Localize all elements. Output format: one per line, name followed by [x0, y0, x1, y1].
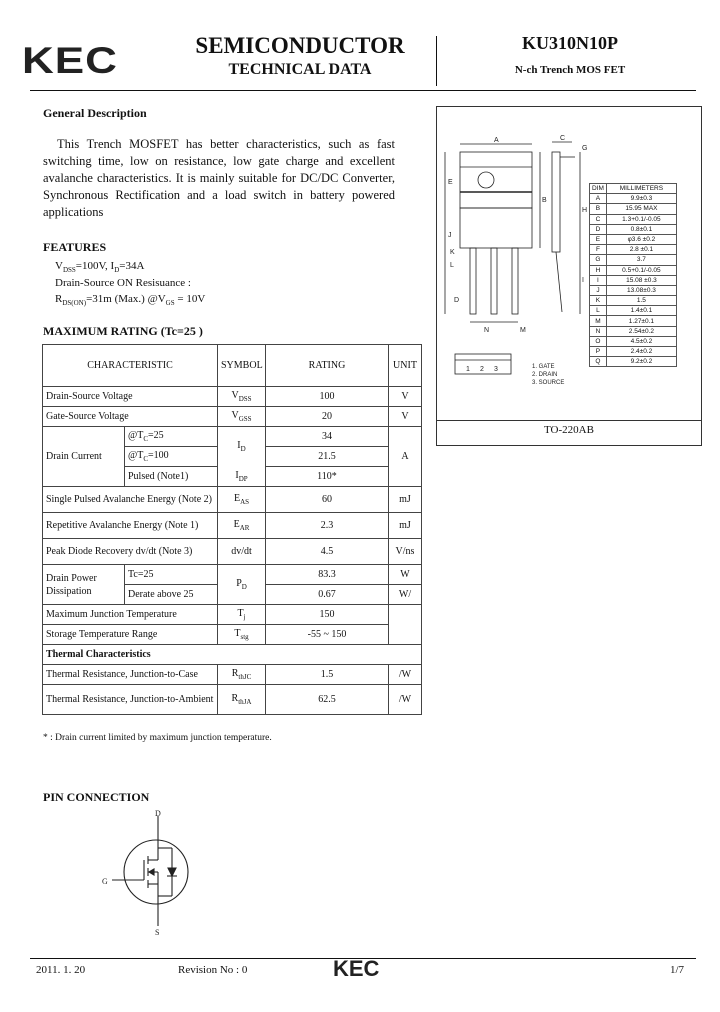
dim-letter: M	[590, 316, 607, 326]
table-row	[43, 605, 422, 625]
header-subtitle: TECHNICAL DATA	[228, 61, 372, 78]
dim-header-row	[590, 184, 677, 194]
general-description-title: General Description	[43, 106, 147, 120]
row-unit: W	[389, 565, 422, 585]
col-unit: UNIT	[389, 345, 422, 387]
row-rating: 1.5	[266, 665, 389, 685]
row-unit: V	[389, 407, 422, 427]
dim-row	[590, 285, 677, 295]
dim-col-header: DIM	[590, 184, 607, 194]
row-unit: V/ns	[389, 539, 422, 565]
dim-value: 1.27±0.1	[606, 316, 676, 326]
row-label: Drain Current	[43, 427, 125, 487]
pin-num-1: 1	[466, 366, 470, 373]
row-label: Single Pulsed Avalanche Energy (Note 2)	[43, 487, 218, 513]
dim-value: φ3.6 ±0.2	[606, 234, 676, 244]
max-rating-table	[42, 344, 422, 715]
row-symbol: $I_{DP}$	[218, 467, 266, 487]
dim-letter-j: J	[448, 232, 452, 239]
row-rating: -55 ~ 150	[266, 625, 389, 645]
dim-row	[590, 265, 677, 275]
header-divider	[436, 36, 437, 86]
row-rating: 83.3	[266, 565, 389, 585]
dim-letter-k: K	[450, 249, 455, 256]
pin-label-source: 3. SOURCE	[532, 380, 565, 386]
footer-revision: Revision No : 0	[178, 964, 248, 976]
package-separator	[436, 420, 702, 421]
row-label: Drain Power Dissipation	[43, 565, 125, 605]
row-condition: $@T_C=100$	[125, 447, 218, 467]
table-row	[43, 685, 422, 715]
row-rating: 2.3	[266, 513, 389, 539]
dim-letter: B	[590, 204, 607, 214]
table-row	[43, 487, 422, 513]
dim-value: 15.95 MAX	[606, 204, 676, 214]
row-label: Repetitive Avalanche Energy (Note 1)	[43, 513, 218, 539]
dim-letter: G	[590, 255, 607, 265]
kec-logo: KEC	[22, 40, 118, 82]
pin-num-2: 2	[480, 366, 484, 373]
dim-letter: N	[590, 326, 607, 336]
col-characteristic: CHARACTERISTIC	[43, 345, 218, 387]
table-row	[43, 565, 422, 585]
row-rating: 150	[266, 605, 389, 625]
footer-date: 2011. 1. 20	[36, 964, 86, 976]
dim-value: 9.9±0.3	[606, 194, 676, 204]
dim-value: 0.8±0.1	[606, 224, 676, 234]
row-rating: 0.67	[266, 585, 389, 605]
table-row	[43, 665, 422, 685]
dim-letter: D	[590, 224, 607, 234]
package-name: TO-220AB	[544, 424, 594, 436]
row-label: Peak Diode Recovery dv/dt (Note 3)	[43, 539, 218, 565]
dim-letter: A	[590, 194, 607, 204]
dim-letter-c: C	[560, 135, 566, 142]
dim-letter: O	[590, 336, 607, 346]
table-row	[43, 539, 422, 565]
dim-letter: E	[590, 234, 607, 244]
row-unit: mJ	[389, 487, 422, 513]
row-label: Drain-Source Voltage	[43, 387, 218, 407]
row-symbol: $T_{stg}$	[218, 625, 266, 645]
table-row	[43, 625, 422, 645]
dim-value: 0.5+0.1/-0.05	[606, 265, 676, 275]
row-unit: W/	[389, 585, 422, 605]
dim-value: 4.5±0.2	[606, 336, 676, 346]
general-description-text: This Trench MOSFET has better characteristics, such as fast switching time, low on resistance, low gate charge and excellent avalanche characteristics. It is mainly suitable for DC/DC Converter, Synchronous Rectification and a load switch in battery powered applications	[43, 137, 395, 219]
dim-row	[590, 224, 677, 234]
dim-row	[590, 296, 677, 306]
dim-letter: K	[590, 296, 607, 306]
row-rating: 4.5	[266, 539, 389, 565]
pin-connection-title: PIN CONNECTION	[43, 790, 150, 804]
dim-letter-e: E	[448, 179, 453, 186]
dim-letter-h: H	[582, 207, 588, 214]
dim-letter: J	[590, 285, 607, 295]
row-label: Thermal Resistance, Junction-to-Case	[43, 665, 218, 685]
dim-row	[590, 214, 677, 224]
dim-row	[590, 204, 677, 214]
row-unit: V	[389, 387, 422, 407]
dim-row	[590, 194, 677, 204]
table-header-row	[43, 345, 422, 387]
dim-row	[590, 245, 677, 255]
part-number: KU310N10P	[522, 33, 618, 53]
dim-value: 13.08±0.3	[606, 285, 676, 295]
dim-letter: Q	[590, 357, 607, 367]
dim-row	[590, 234, 677, 244]
row-label: Maximum Junction Temperature	[43, 605, 218, 625]
feature-rdson: $R_{DS(ON)}=31m$ (Max.) $@V_{GS} = 10V$	[55, 293, 206, 308]
dim-value: 2.8 ±0.1	[606, 245, 676, 255]
pin-d-label: D	[155, 809, 161, 818]
dim-row	[590, 347, 677, 357]
max-rating-title: MAXIMUM RATING (Tc=25 )	[43, 324, 203, 338]
table-row	[43, 387, 422, 407]
dim-letter: P	[590, 347, 607, 357]
dim-letter-b: B	[542, 197, 547, 204]
pin-label-gate: 1. GATE	[532, 364, 555, 370]
dim-row	[590, 326, 677, 336]
row-label: Thermal Resistance, Junction-to-Ambient	[43, 685, 218, 715]
dim-row	[590, 255, 677, 265]
dim-row	[590, 275, 677, 285]
footer-page: 1/7	[670, 964, 685, 976]
pin-num-3: 3	[494, 366, 498, 373]
dim-letter-a: A	[494, 137, 499, 144]
dim-letter-m: M	[520, 327, 526, 334]
thermal-section-row	[43, 645, 422, 665]
row-condition: Tc=25	[125, 565, 218, 585]
row-unit: mJ	[389, 513, 422, 539]
feature-on-resistance-label: Drain-Source ON Resisuance :	[55, 277, 191, 289]
header-rule	[30, 90, 696, 91]
dim-letter-l: L	[450, 262, 454, 269]
dim-value: 1.5	[606, 296, 676, 306]
dim-value: 1.4±0.1	[606, 306, 676, 316]
row-label: Storage Temperature Range	[43, 625, 218, 645]
row-condition: $@T_C=25$	[125, 427, 218, 447]
row-symbol: dv/dt	[218, 539, 266, 565]
header-title: SEMICONDUCTOR	[195, 33, 405, 58]
col-symbol: SYMBOL	[218, 345, 266, 387]
row-label: Gate-Source Voltage	[43, 407, 218, 427]
row-unit: /W	[389, 665, 422, 685]
dim-value: 15.08 ±0.3	[606, 275, 676, 285]
col-rating: RATING	[266, 345, 389, 387]
pin-g-label: G	[102, 877, 108, 886]
dim-row	[590, 316, 677, 326]
table-row	[43, 407, 422, 427]
dim-value: 2.54±0.2	[606, 326, 676, 336]
pin-label-drain: 2. DRAIN	[532, 372, 558, 378]
dim-letter-d: D	[454, 297, 460, 304]
dim-value: 9.2±0.2	[606, 357, 676, 367]
dim-letter-n: N	[484, 327, 490, 334]
row-rating: 21.5	[266, 447, 389, 467]
row-symbol: $E_{AS}$	[218, 487, 266, 513]
package-outline-drawing	[440, 132, 590, 412]
dim-letter: I	[590, 275, 607, 285]
row-unit	[389, 605, 422, 645]
row-symbol: $V_{GSS}$	[218, 407, 266, 427]
row-symbol: $V_{DSS}$	[218, 387, 266, 407]
part-description: N-ch Trench MOS FET	[514, 64, 626, 76]
mosfet-symbol-diagram	[98, 808, 208, 936]
dim-value: 1.3+0.1/-0.05	[606, 214, 676, 224]
dim-value: 3.7	[606, 255, 676, 265]
row-rating: 60	[266, 487, 389, 513]
feature-vdss-id: $V_{DSS}=100V$, $I_D=34A$	[55, 260, 145, 275]
row-symbol: $E_{AR}$	[218, 513, 266, 539]
dimensions-table	[589, 183, 677, 367]
dim-letter-i: I	[582, 277, 584, 284]
dim-row	[590, 306, 677, 316]
dim-letter: H	[590, 265, 607, 275]
thermal-section-title: Thermal Characteristics	[43, 645, 422, 665]
row-condition: Derate above 25	[125, 585, 218, 605]
dim-letter: F	[590, 245, 607, 255]
row-symbol: $R_{thJA}$	[218, 685, 266, 715]
features-title: FEATURES	[43, 240, 107, 254]
dim-row	[590, 357, 677, 367]
row-symbol: $I_D$	[218, 427, 266, 467]
dim-letter-g: G	[582, 145, 588, 152]
mm-col-header: MILLIMETERS	[606, 184, 676, 194]
row-rating: 100	[266, 387, 389, 407]
row-rating: 34	[266, 427, 389, 447]
pin-s-label: S	[155, 928, 160, 936]
row-unit: A	[389, 427, 422, 487]
row-symbol: $R_{thJC}$	[218, 665, 266, 685]
dim-row	[590, 336, 677, 346]
footer-kec-logo: KEC	[333, 956, 380, 981]
row-unit: /W	[389, 685, 422, 715]
row-condition: Pulsed (Note1)	[125, 467, 218, 487]
dim-value: 2.4±0.2	[606, 347, 676, 357]
row-rating: 110*	[266, 467, 389, 487]
row-symbol: $T_j$	[218, 605, 266, 625]
row-rating: 62.5	[266, 685, 389, 715]
dim-letter: C	[590, 214, 607, 224]
row-symbol: $P_D$	[218, 565, 266, 605]
table-row	[43, 513, 422, 539]
row-rating: 20	[266, 407, 389, 427]
table-row	[43, 427, 422, 447]
table-note: * : Drain current limited by maximum junction temperature.	[43, 733, 272, 743]
dim-letter: L	[590, 306, 607, 316]
